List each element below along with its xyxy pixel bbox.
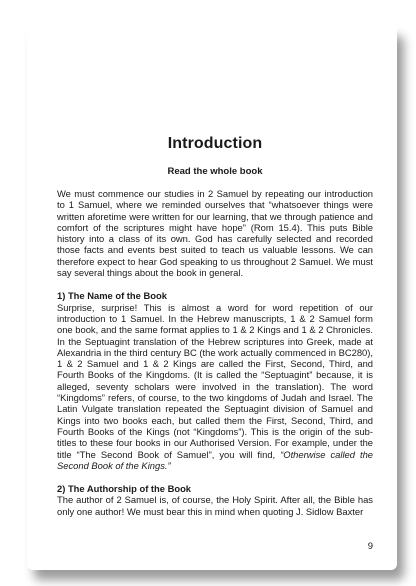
page-title: Introduction: [167, 135, 263, 152]
section-heading-name: 1) The Name of the Book: [57, 290, 167, 302]
section-body-name-text: Surprise, surprise! This is almost a word for word repetition of our introduction to 1 Samuel. In the Hebrew manuscripts, 1 & 2 Samuel form one book, and the same format applies to 1 & 2 Kings and 1 & 2 Chronicles. In the Septuagint translation of the Hebrew scriptures into Greek, made at Alexandria in the third century BC (the work actually commenced in BC280), 1 & 2 Samuel and 1 & 2 Kings are called the First, Second, Third, and Fourth Books of the Kingdoms. (It is called the “Septuagint” because, it is alleged, seventy scholars were involved in the translation). The word “Kingdoms” refers, of course, to the two kingdoms of Judah and Israel. The Latin Vulgate translation repeated the Septuagint division of Samuel and Kings into two books each, but called them the First, Second, Third, and Fourth Books of the Kings (not “Kingdoms”). This is the origin of the sub-titles to these four books in our Authorised Version. For example, under the title “The Second Book of Samuel”, you will find,: [57, 301, 373, 460]
page-number: 9: [367, 541, 373, 552]
book-page: [27, 24, 397, 570]
section-heading-authorship: 2) The Authorship of the Book: [57, 483, 192, 495]
page-subtitle: Read the whole book: [167, 166, 263, 177]
section-body-authorship: [57, 494, 373, 517]
section-body-authorship-text: The author of 2 Samuel is, of course, the Holy Spirit. After all, the Bible has only one author! We must bear this in mind when quoting J. Sidlow Baxter: [57, 494, 373, 517]
intro-paragraph: We must commence our studies in 2 Samuel by repeating our introduction to 1 Samuel, where we reminded ourselves that “whatsoever things were written aforetime were written for our learning, that we through patience and comfort of the scriptures might have hope” (Rom 15.4). This puts Bible history into a class of its own. God has carefully selected and recorded those facts and events best suited to teach us valuable lessons. We can therefore expect to hear God speaking to us throughout 2 Samuel. We must say several things about the book in general.: [57, 188, 373, 279]
section-body-name: [57, 302, 373, 471]
section-body-name-italic: “Otherwise called the Second Book of the Kings.”: [57, 448, 373, 471]
